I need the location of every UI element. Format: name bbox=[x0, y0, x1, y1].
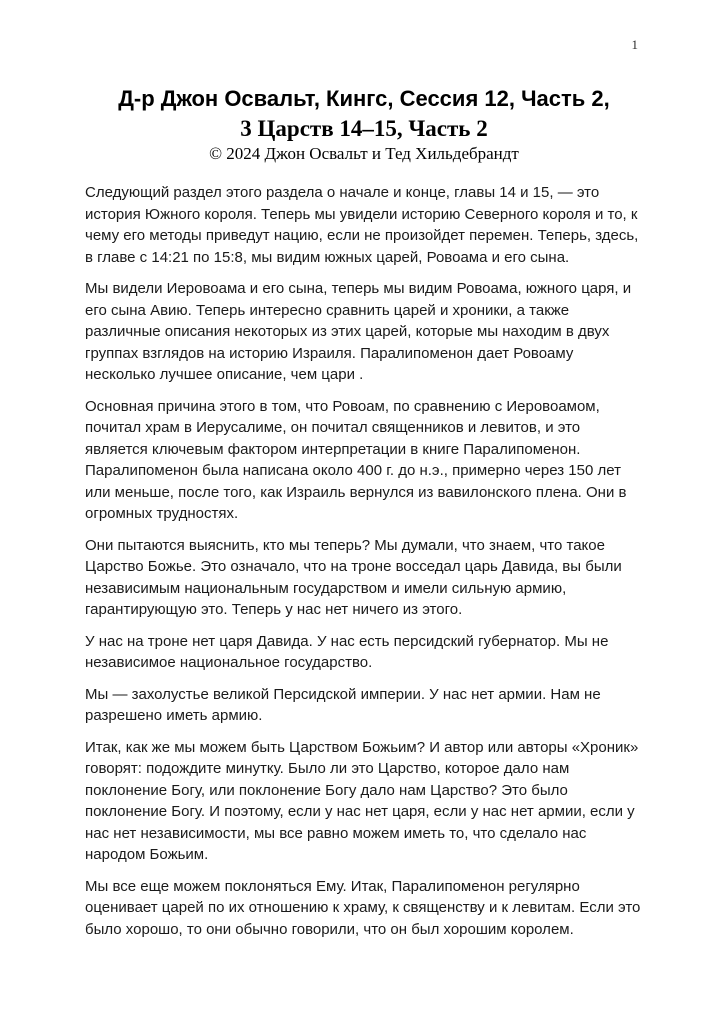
body-paragraph: Итак, как же мы можем быть Царством Божьим? И автор или авторы «Хроник» говорят: подождите минутку. Было ли это Царство, которое дало нам поклонение Богу, или поклонение Богу дало нам Царство? Это было поклонение Богу. И поэтому, если у нас нет царя, если у нас нет армии, если у нас нет независимости, мы все равно можем иметь то, что сделало нас народом Божьим. bbox=[85, 738, 639, 863]
body-paragraph: Мы — захолустье великой Персидской империи. У нас нет армии. Нам не разрешено иметь армию. bbox=[85, 685, 601, 724]
body-paragraph: Основная причина этого в том, что Ровоам, по сравнению с Иеровоамом, почитал храм в Иерусалиме, он почитал священников и левитов, и это является ключевым фактором интерпретации в книге Паралипоменон. Паралипоменон была написана около 400 г. до н.э., примерно через 150 лет или меньше, после того, как Израиль вернулся из вавилонского плена. Они в огромных трудностях. bbox=[85, 397, 627, 522]
document-title-line1: Д-р Джон Освальт, Кингс, Сессия 12, Часть 2, bbox=[118, 86, 610, 111]
body-paragraph: У нас на троне нет царя Давида. У нас есть персидский губернатор. Мы не независимое национальное государство. bbox=[85, 632, 609, 671]
copyright-line: © 2024 Джон Освальт и Тед Хильдебрандт bbox=[209, 144, 519, 163]
body-paragraph: Они пытаются выяснить, кто мы теперь? Мы думали, что знаем, что такое Царство Божье. Это означало, что на троне восседал царь Давида, вы были независимым национальным государством и имели сильную армию, гарантирующую это. Теперь у нас нет ничего из этого. bbox=[85, 536, 622, 618]
document-content bbox=[85, 84, 643, 950]
body-paragraph: Мы все еще можем поклоняться Ему. Итак, Паралипоменон регулярно оценивает царей по их отношению к храму, к священству и к левитам. Если это было хорошо, то они обычно говорили, что он был хорошим королем. bbox=[85, 877, 641, 938]
document-title-line2: 3 Царств 14–15, Часть 2 bbox=[240, 116, 488, 141]
body-paragraph: Мы видели Иеровоама и его сына, теперь мы видим Ровоама, южного царя, и его сына Авию. Теперь интересно сравнить царей и хроники, а также различные описания некоторых из этих царей, которые мы находим в двух группах взглядов на историю Израиля. Паралипоменон дает Ровоаму несколько лучшее описание, чем цари . bbox=[85, 280, 632, 383]
page-number: 1 bbox=[631, 37, 638, 52]
body-paragraph: Следующий раздел этого раздела о начале и конце, главы 14 и 15, — это история Южного короля. Теперь мы увидели историю Северного короля и то, к чему его методы приведут нацию, если не произойдет перемен. Теперь, здесь, в главе с 14:21 по 15:8, мы видим южных царей, Ровоама и его сына. bbox=[85, 184, 639, 266]
